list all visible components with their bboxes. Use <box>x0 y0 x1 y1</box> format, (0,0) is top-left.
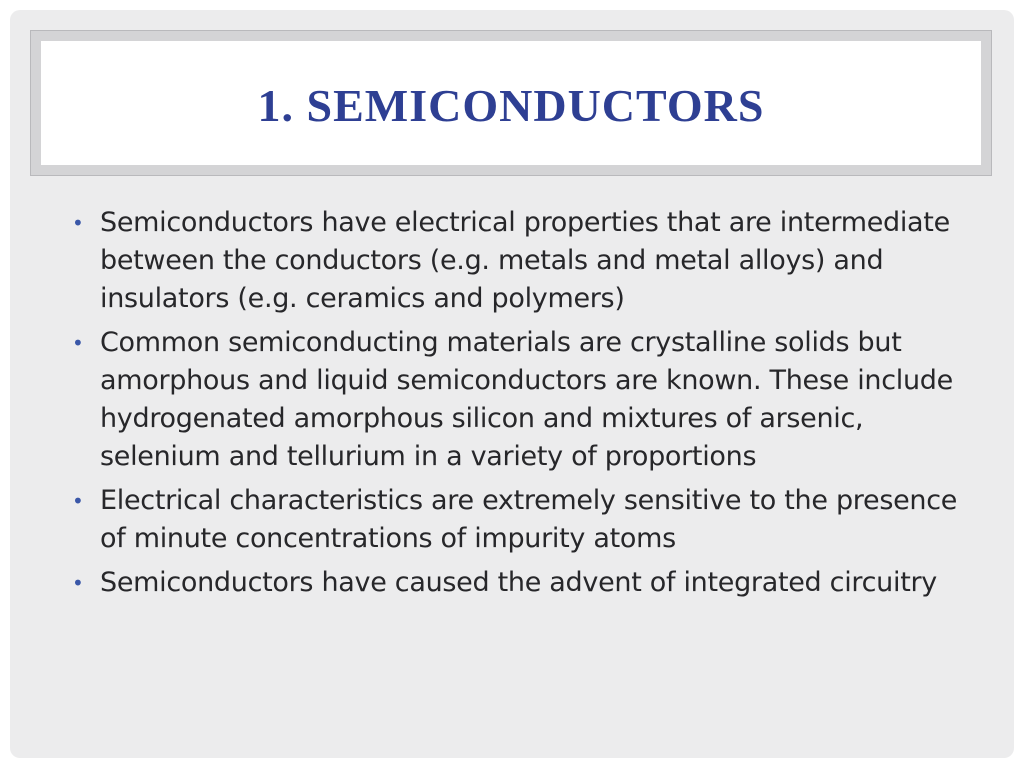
slide <box>10 10 1014 758</box>
bullet-text: Common semiconducting materials are crystalline solids but amorphous and liquid semiconductors are known. These include hydrogenated amorphous silicon and mixtures of arsenic, selenium and tellurium in a variety of proportions <box>100 327 953 472</box>
bullet-text: Electrical characteristics are extremely sensitive to the presence of minute concentrations of impurity atoms <box>100 485 958 554</box>
bullet-text: Semiconductors have electrical properties that are intermediate between the conductors (e.g. metals and metal alloys) and insulators (e.g. ceramics and polymers) <box>100 207 950 314</box>
title-box <box>41 41 981 165</box>
bullet-icon: • <box>72 489 84 513</box>
bullet-text: Semiconductors have caused the advent of integrated circuitry <box>100 567 937 598</box>
bullet-item-2 <box>72 324 972 476</box>
bullet-item-4 <box>72 564 972 602</box>
bullet-list <box>72 204 972 608</box>
slide-title: 1. SEMICONDUCTORS <box>257 79 765 131</box>
bullet-item-3 <box>72 482 972 558</box>
title-frame <box>30 30 992 176</box>
bullet-item-1 <box>72 204 972 318</box>
bullet-icon: • <box>72 571 84 595</box>
bullet-icon: • <box>72 331 84 355</box>
bullet-icon: • <box>72 211 84 235</box>
